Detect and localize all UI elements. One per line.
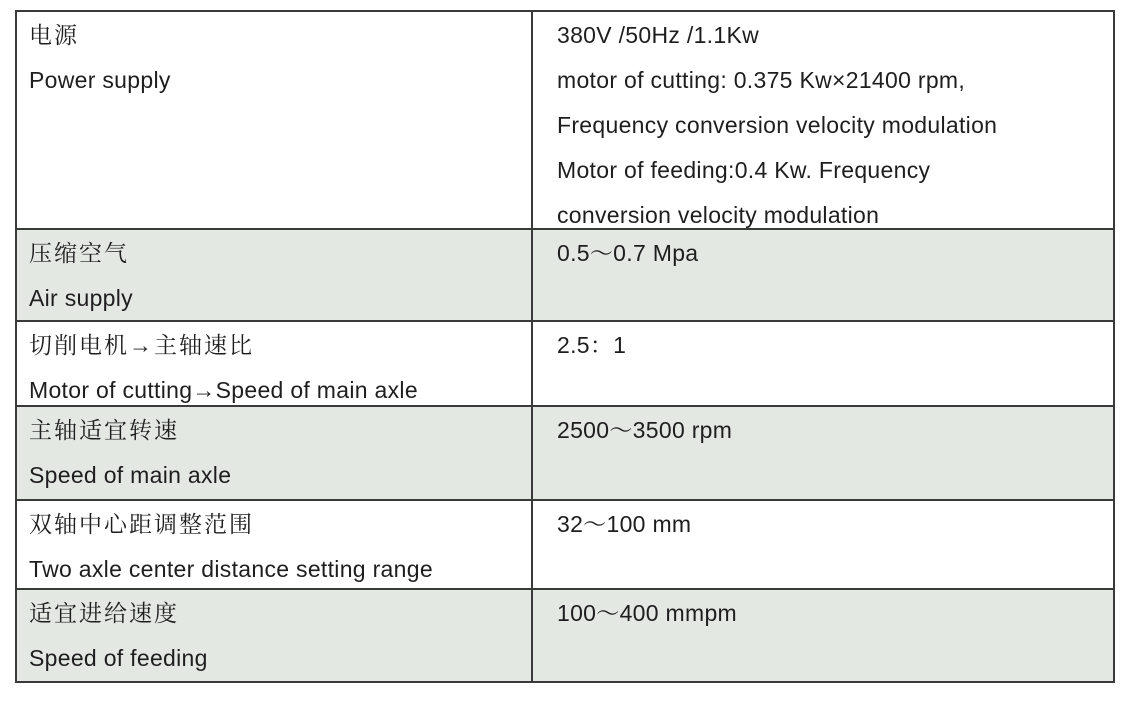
label-en: Power supply (29, 67, 171, 93)
value-line: motor of cutting: 0.375 Kw×21400 rpm, (557, 67, 966, 93)
value-cell (533, 322, 1113, 405)
value-line: Frequency conversion velocity modulation (557, 112, 998, 138)
table-row-feeding-speed (17, 588, 1113, 681)
value-line: 0.5～0.7 Mpa (557, 240, 699, 266)
value-cell (533, 590, 1113, 681)
label-cell (17, 12, 533, 228)
table-row-main-axle-speed (17, 405, 1113, 499)
label-zh: 主轴适宜转速 (29, 417, 179, 443)
spec-table (15, 10, 1115, 683)
label-zh: 适宜进给速度 (29, 600, 179, 626)
label-cell (17, 590, 533, 681)
value-line: 2500～3500 rpm (557, 417, 733, 443)
label-cell (17, 407, 533, 499)
label-zh: 压缩空气 (29, 240, 129, 266)
value-cell (533, 501, 1113, 588)
label-zh: 双轴中心距调整范围 (29, 511, 254, 537)
value-cell (533, 230, 1113, 320)
value-line: Motor of feeding:0.4 Kw. Frequency (557, 157, 931, 183)
label-zh: 切削电机→主轴速比 (29, 332, 254, 358)
label-zh: 电源 (29, 22, 79, 48)
label-cell (17, 322, 533, 405)
table-row-air-supply (17, 228, 1113, 320)
label-en: Motor of cutting→Speed of main axle (29, 377, 418, 403)
table-row-speed-ratio (17, 320, 1113, 405)
label-cell (17, 501, 533, 588)
table-row-axle-distance (17, 499, 1113, 588)
label-en: Speed of main axle (29, 462, 232, 488)
value-line: 380V /50Hz /1.1Kw (557, 22, 759, 48)
label-en: Air supply (29, 285, 133, 311)
value-cell (533, 12, 1113, 228)
value-line: 100～400 mmpm (557, 600, 738, 626)
label-cell (17, 230, 533, 320)
value-cell (533, 407, 1113, 499)
table-row-power-supply (17, 12, 1113, 228)
value-line: 2.5：1 (557, 332, 627, 358)
value-line: conversion velocity modulation (557, 202, 880, 228)
value-line: 32～100 mm (557, 511, 692, 537)
label-en: Speed of feeding (29, 645, 208, 671)
label-en: Two axle center distance setting range (29, 556, 433, 582)
